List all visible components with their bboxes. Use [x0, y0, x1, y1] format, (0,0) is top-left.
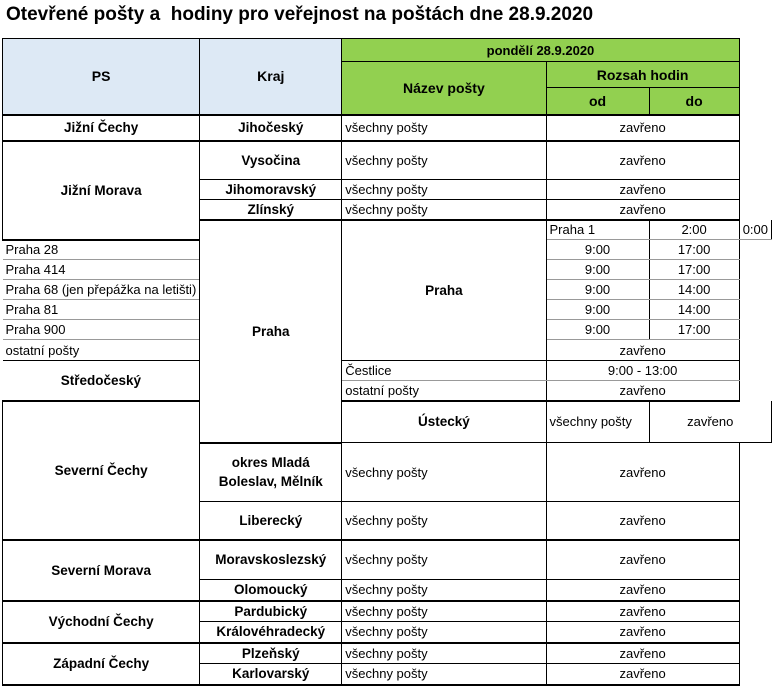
kraj-cell: okres Mladá Boleslav, Mělník [200, 443, 342, 502]
hours-od: 9:00 [546, 300, 649, 320]
ps-cell: Západní Čechy [3, 643, 200, 685]
kraj-cell: Jihomoravský [200, 180, 342, 200]
column-header-do: do [649, 88, 739, 115]
kraj-cell: Olomoucký [200, 580, 342, 601]
post-name: všechny pošty [342, 200, 546, 220]
status-cell: zavřeno [546, 601, 739, 622]
kraj-cell: Královéhradecký [200, 622, 342, 643]
column-header-nazev: Název pošty [342, 62, 546, 115]
post-name: Praha 1 [546, 220, 649, 240]
kraj-cell: Moravskoslezský [200, 540, 342, 580]
ps-cell: Jižní Čechy [3, 115, 200, 141]
post-name: všechny pošty [342, 643, 546, 664]
status-cell: zavřeno [546, 180, 739, 200]
post-name: všechny pošty [342, 664, 546, 685]
date-header: pondělí 28.9.2020 [342, 39, 739, 62]
kraj-cell: Plzeňský [200, 643, 342, 664]
kraj-cell: Vysočina [200, 141, 342, 180]
status-cell: zavřeno [546, 664, 739, 685]
post-name: všechny pošty [342, 540, 546, 580]
post-name: všechny pošty [342, 502, 546, 540]
hours-do: 17:00 [649, 320, 739, 340]
post-name: všechny pošty [342, 580, 546, 601]
hours-do: 14:00 [649, 280, 739, 300]
hours-od: 9:00 [546, 240, 649, 260]
kraj-cell: Jihočeský [200, 115, 342, 141]
opening-hours-table [2, 38, 772, 686]
post-name: ostatní pošty [3, 340, 200, 361]
post-name: Praha 900 [3, 320, 200, 340]
post-name: všechny pošty [342, 443, 546, 502]
hours-od: 9:00 [546, 260, 649, 280]
post-name: všechny pošty [342, 180, 546, 200]
status-cell: zavřeno [546, 580, 739, 601]
page-title: Otevřené pošty a hodiny pro veřejnost na poštách dne 28.9.2020 [6, 4, 594, 25]
post-name: všechny pošty [342, 622, 546, 643]
post-name: všechny pošty [342, 141, 546, 180]
kraj-cell: Praha [342, 220, 546, 361]
status-cell: zavřeno [546, 540, 739, 580]
hours-od: 9:00 [546, 280, 649, 300]
column-header-rozsah: Rozsah hodin [546, 62, 739, 88]
ps-cell: Severní Čechy [3, 401, 200, 540]
hours-do: 14:00 [649, 300, 739, 320]
status-cell: zavřeno [546, 340, 739, 361]
kraj-cell: Liberecký [200, 502, 342, 540]
hours-do: 17:00 [649, 260, 739, 280]
hours-od: 9:00 [546, 320, 649, 340]
post-name: Praha 28 [3, 240, 200, 260]
post-name: všechny pošty [546, 401, 649, 443]
kraj-cell: Pardubický [200, 601, 342, 622]
status-cell: zavřeno [546, 443, 739, 502]
status-cell: zavřeno [546, 141, 739, 180]
column-header-kraj: Kraj [200, 39, 342, 115]
status-cell: zavřeno [649, 401, 771, 443]
ps-cell: Praha [200, 220, 342, 443]
status-cell: zavřeno [546, 622, 739, 643]
post-name: všechny pošty [342, 601, 546, 622]
post-name: Praha 68 (jen přepážka na letišti) [3, 280, 200, 300]
status-cell: zavřeno [546, 200, 739, 220]
column-header-ps: PS [3, 39, 200, 115]
status-cell: zavřeno [546, 381, 739, 401]
status-cell: zavřeno [546, 502, 739, 540]
kraj-cell: Karlovarský [200, 664, 342, 685]
kraj-cell: Zlínský [200, 200, 342, 220]
status-cell: zavřeno [546, 643, 739, 664]
hours-do: 17:00 [649, 240, 739, 260]
kraj-cell: Středočeský [3, 361, 200, 401]
post-name: Praha 81 [3, 300, 200, 320]
post-name: všechny pošty [342, 115, 546, 141]
post-name: Praha 414 [3, 260, 200, 280]
ps-cell: Severní Morava [3, 540, 200, 601]
post-name: ostatní pošty [342, 381, 546, 401]
hours-od: 2:00 [649, 220, 739, 240]
post-name: Čestlice [342, 361, 546, 381]
column-header-od: od [546, 88, 649, 115]
status-cell: zavřeno [546, 115, 739, 141]
kraj-cell: Ústecký [342, 401, 546, 443]
ps-cell: Jižní Morava [3, 141, 200, 240]
ps-cell: Východní Čechy [3, 601, 200, 643]
hours-do: 0:00 [739, 220, 771, 240]
hours-range: 9:00 - 13:00 [546, 361, 739, 381]
